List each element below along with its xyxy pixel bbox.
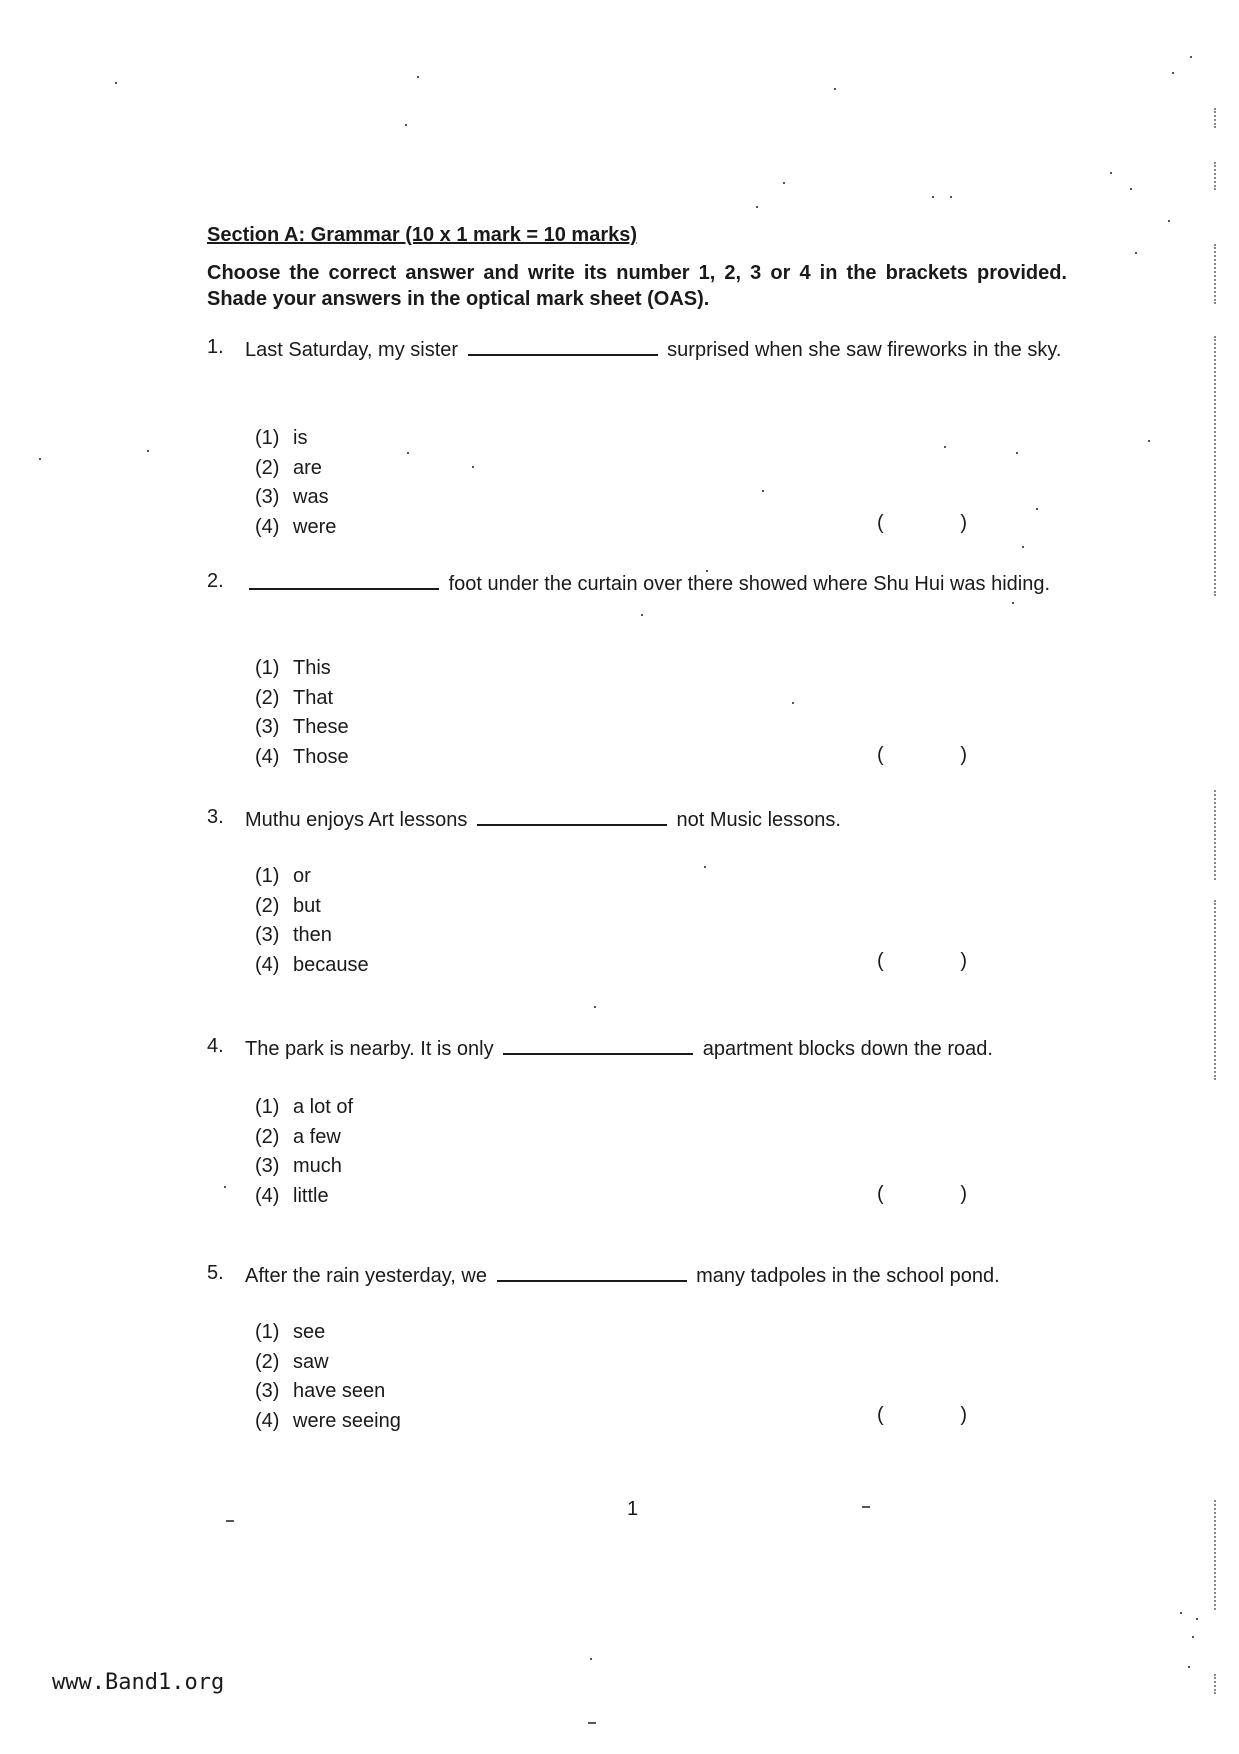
scan-speck	[594, 1006, 596, 1008]
answer-blank	[477, 806, 667, 826]
option-1	[255, 424, 336, 454]
footer-url[interactable]: www.Band1.org	[52, 1670, 225, 1695]
option-1	[255, 1093, 353, 1123]
scan-speck	[224, 1186, 226, 1188]
option-number: (3)	[255, 1380, 280, 1402]
answer-blank	[503, 1035, 693, 1055]
bracket-open: (	[877, 512, 884, 534]
page-number: 1	[627, 1498, 639, 1520]
scan-speck	[417, 76, 419, 78]
scan-speck	[405, 124, 407, 126]
scan-speck	[1148, 440, 1150, 442]
question-text	[245, 1035, 1067, 1063]
question-text	[245, 570, 1067, 598]
section-title: Section A: Grammar (10 x 1 mark = 10 marks)	[207, 224, 638, 246]
option-number: (2)	[255, 456, 280, 479]
option-text: were	[293, 515, 337, 538]
option-text: That	[293, 686, 334, 709]
option-2	[255, 892, 369, 922]
option-4	[255, 513, 336, 543]
option-list	[255, 1093, 353, 1211]
option-text: a lot of	[293, 1096, 354, 1118]
question-text	[245, 336, 1067, 364]
option-4	[255, 1407, 401, 1437]
option-number: (1)	[255, 427, 280, 449]
scan-speck	[1016, 452, 1018, 454]
bracket-open: (	[877, 1183, 884, 1205]
option-text: These	[293, 716, 349, 738]
bracket-close: )	[960, 744, 967, 766]
margin-perforation	[1214, 1674, 1216, 1694]
scan-speck	[944, 446, 946, 448]
question-number: 4.	[207, 1035, 224, 1057]
option-number: (3)	[255, 924, 280, 946]
bracket-close: )	[960, 950, 967, 972]
option-number: (1)	[255, 1096, 280, 1118]
option-text: were seeing	[293, 1409, 401, 1432]
question-text	[245, 806, 1067, 834]
option-list	[255, 862, 369, 980]
bracket-open: (	[877, 950, 884, 972]
question-text-after: many tadpoles in the school pond.	[696, 1265, 1000, 1287]
answer-bracket[interactable]	[877, 512, 967, 535]
scan-speck	[1036, 508, 1038, 510]
scan-speck	[1188, 1666, 1190, 1668]
option-1	[255, 862, 369, 892]
option-list	[255, 424, 336, 542]
scan-speck	[762, 490, 764, 492]
option-text: a few	[293, 1125, 341, 1148]
question-text-before: Muthu enjoys Art lessons	[245, 809, 468, 831]
question-number: 3.	[207, 806, 224, 828]
question-text	[245, 1262, 1067, 1290]
option-number: (2)	[255, 1125, 280, 1148]
answer-bracket[interactable]	[877, 1183, 967, 1206]
answer-bracket[interactable]	[877, 1404, 967, 1427]
scan-speck	[834, 88, 836, 90]
option-number: (4)	[255, 745, 280, 768]
question-text-before: The park is nearby. It is only	[245, 1038, 494, 1060]
option-text: saw	[293, 1350, 329, 1373]
scan-speck	[1168, 220, 1170, 222]
scan-speck	[704, 866, 706, 868]
answer-blank	[249, 570, 439, 590]
question-text-before: Last Saturday, my sister	[245, 339, 459, 361]
option-text: are	[293, 456, 322, 479]
option-number: (2)	[255, 686, 280, 709]
scan-speck	[1180, 1612, 1182, 1614]
option-text: have seen	[293, 1380, 386, 1402]
option-2	[255, 684, 349, 714]
margin-perforation	[1214, 790, 1216, 880]
bracket-open: (	[877, 744, 884, 766]
option-list	[255, 654, 349, 772]
scan-speck	[115, 82, 117, 84]
bracket-close: )	[960, 512, 967, 534]
option-2	[255, 454, 336, 484]
scan-speck	[1110, 172, 1112, 174]
scan-speck	[472, 466, 474, 468]
option-number: (3)	[255, 716, 280, 738]
scan-speck	[1135, 252, 1137, 254]
option-2	[255, 1348, 401, 1378]
option-number: (3)	[255, 1155, 280, 1177]
option-1	[255, 654, 349, 684]
option-text: see	[293, 1321, 326, 1343]
option-number: (1)	[255, 657, 280, 679]
question-text-after: apartment blocks down the road.	[702, 1038, 993, 1060]
option-number: (4)	[255, 515, 280, 538]
scan-speck	[862, 1506, 870, 1508]
answer-bracket[interactable]	[877, 744, 967, 767]
option-3	[255, 713, 349, 743]
option-text: little	[293, 1184, 329, 1207]
scan-speck	[588, 1722, 596, 1724]
option-text: is	[293, 427, 308, 449]
question-number: 5.	[207, 1262, 224, 1284]
option-4	[255, 743, 349, 773]
question-text-before: After the rain yesterday, we	[245, 1265, 487, 1287]
question-number: 2.	[207, 570, 224, 592]
scan-speck	[1172, 72, 1174, 74]
option-text: Those	[293, 745, 349, 768]
option-text: much	[293, 1155, 342, 1177]
option-list	[255, 1318, 401, 1436]
option-number: (3)	[255, 486, 280, 508]
option-text: because	[293, 953, 369, 976]
option-number: (2)	[255, 894, 280, 917]
option-number: (1)	[255, 865, 280, 887]
option-number: (4)	[255, 953, 280, 976]
answer-bracket[interactable]	[877, 950, 967, 973]
option-number: (4)	[255, 1409, 280, 1432]
margin-perforation	[1214, 162, 1216, 190]
option-number: (4)	[255, 1184, 280, 1207]
scan-speck	[147, 450, 149, 452]
scan-speck	[950, 196, 952, 198]
scan-speck	[783, 182, 785, 184]
margin-perforation	[1214, 108, 1216, 128]
scan-speck	[792, 702, 794, 704]
bracket-close: )	[960, 1183, 967, 1205]
answer-blank	[468, 336, 658, 356]
question-text-after: foot under the curtain over there showed where Shu Hui was hiding.	[448, 573, 1051, 595]
option-text: but	[293, 894, 321, 917]
option-number: (1)	[255, 1321, 280, 1343]
margin-perforation	[1214, 1500, 1216, 1610]
margin-perforation	[1214, 336, 1216, 596]
bracket-open: (	[877, 1404, 884, 1426]
scan-speck	[756, 206, 758, 208]
option-3	[255, 1152, 353, 1182]
option-1	[255, 1318, 401, 1348]
scan-speck	[39, 458, 41, 460]
option-4	[255, 951, 369, 981]
instructions: Choose the correct answer and write its number 1, 2, 3 or 4 in the brackets provided. Shade your answers in the optical mark sheet (OAS).	[207, 262, 1067, 310]
scan-speck	[407, 452, 409, 454]
option-text: then	[293, 924, 332, 946]
scan-speck	[1130, 188, 1132, 190]
question-text-after: not Music lessons.	[676, 809, 841, 831]
option-text: was	[293, 486, 329, 508]
option-text: This	[293, 657, 331, 679]
option-number: (2)	[255, 1350, 280, 1373]
option-3	[255, 921, 369, 951]
scan-speck	[226, 1520, 234, 1522]
option-text: or	[293, 865, 311, 887]
scan-speck	[641, 614, 643, 616]
scan-speck	[1190, 56, 1192, 58]
scan-speck	[1012, 602, 1014, 604]
scan-speck	[1196, 1618, 1198, 1620]
scan-speck	[932, 196, 934, 198]
scan-speck	[1192, 1636, 1194, 1638]
option-2	[255, 1123, 353, 1153]
scan-speck	[590, 1658, 592, 1660]
margin-perforation	[1214, 244, 1216, 304]
scan-speck	[1022, 546, 1024, 548]
option-3	[255, 483, 336, 513]
bracket-close: )	[960, 1404, 967, 1426]
question-text-after: surprised when she saw fireworks in the sky.	[667, 339, 1062, 361]
margin-perforation	[1214, 900, 1216, 1080]
option-3	[255, 1377, 401, 1407]
option-4	[255, 1182, 353, 1212]
question-number: 1.	[207, 336, 224, 358]
answer-blank	[497, 1262, 687, 1282]
